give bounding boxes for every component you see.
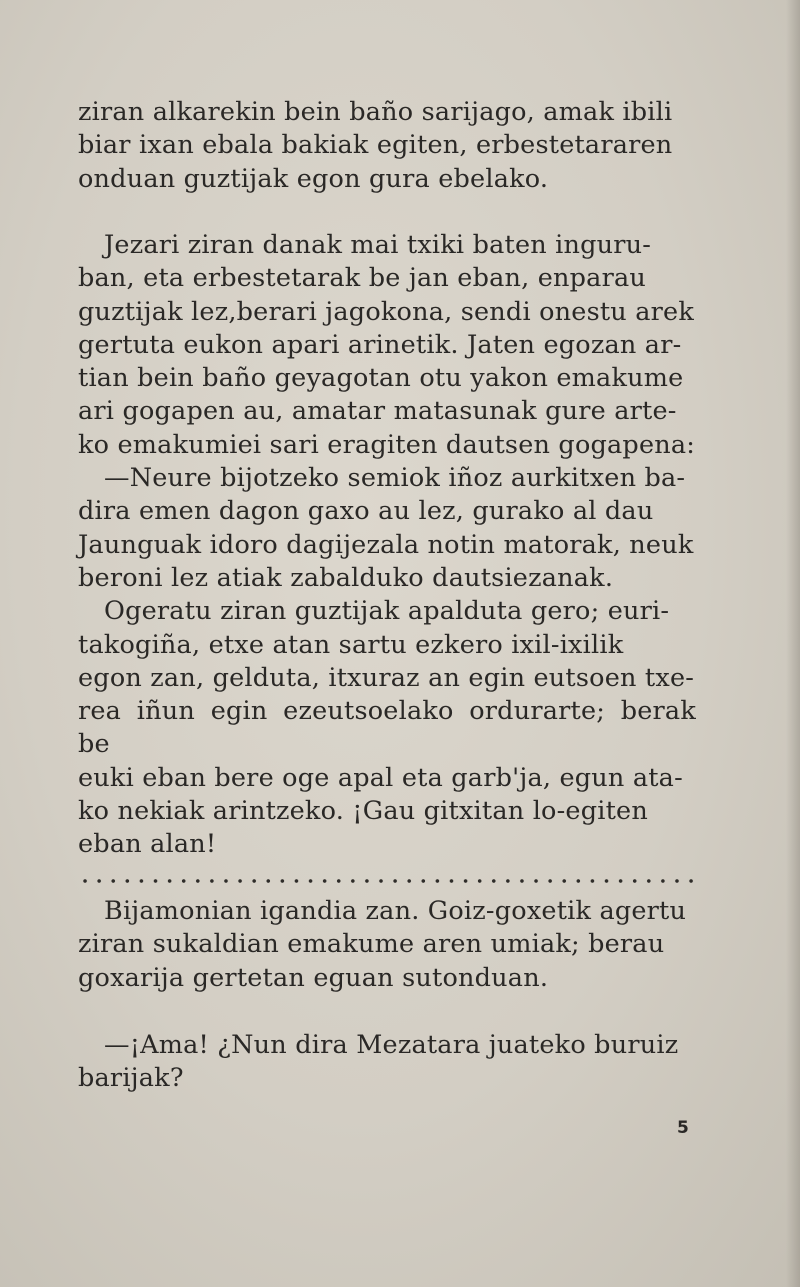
paragraph-1 bbox=[78, 96, 696, 196]
text-line: guztijak lez,berari jagokona, sendi onestu arek bbox=[78, 296, 694, 327]
text-line: egon zan, gelduta, itxuraz an egin eutsoen txe- bbox=[78, 662, 695, 693]
text-line: goxarija gertetan eguan sutonduan. bbox=[78, 962, 549, 993]
text-line: ban, eta erbestetarak be jan eban, enparau bbox=[78, 263, 646, 294]
text-line: biar ixan ebala bakiak egiten, erbestetararen bbox=[78, 130, 673, 161]
text-line: —¡Ama! ¿Nun dira Mezatara juateko buruiz bbox=[104, 1030, 679, 1060]
text-line: ko emakumiei sari eragiten dautsen gogapena: bbox=[78, 429, 696, 460]
paragraph-7 bbox=[78, 1029, 696, 1096]
text-line: euki eban bere oge apal eta garb'ja, egun ata- bbox=[78, 762, 683, 793]
text-line: ziran sukaldian emakume aren umiak; berau bbox=[78, 929, 665, 960]
text-line: gertuta eukon apari arinetik. Jaten egozan ar- bbox=[78, 329, 682, 360]
paragraph-6 bbox=[78, 895, 696, 995]
text-line: eban alan! bbox=[78, 829, 217, 860]
text-line: barijak? bbox=[78, 1063, 184, 1094]
text-line: dira emen dagon gaxo au lez, gurako al dau bbox=[78, 496, 654, 527]
text-line: Jaunguak idoro dagijezala notin matorak, neuk bbox=[78, 529, 694, 560]
text-line: ko nekiak arintzeko. ¡Gau gitxitan lo-egiten bbox=[78, 796, 648, 827]
text-line: rea iñun egin ezeutsoelako ordurarte; berak be bbox=[78, 696, 696, 760]
text-line: takogiña, etxe atan sartu ezkero ixil-ixilik bbox=[78, 629, 624, 660]
text-line: ari gogapen au, amatar matasunak gure arte- bbox=[78, 396, 677, 427]
page-number: 5 bbox=[677, 1118, 689, 1138]
text-line: Ogeratu ziran guztijak apalduta gero; euri- bbox=[104, 596, 670, 627]
text-line: onduan guztijak egon gura ebelako. bbox=[78, 163, 549, 194]
text-line: Jezari ziran danak mai txiki baten inguru- bbox=[104, 230, 652, 260]
text-line: beroni lez atiak zabalduko dautsiezanak. bbox=[78, 562, 614, 593]
paragraph-2 bbox=[78, 229, 696, 862]
text-line: —Neure bijotzeko semiok iñoz aurkitxen ba- bbox=[104, 463, 686, 494]
text-line: ziran alkarekin bein baño sarijago, amak ibili bbox=[78, 97, 673, 127]
dotted-divider bbox=[78, 878, 696, 884]
text-line: tian bein baño geyagotan otu yakon emakume bbox=[78, 363, 684, 394]
text-line: Bijamonian igandia zan. Goiz-goxetik agertu bbox=[104, 896, 687, 926]
